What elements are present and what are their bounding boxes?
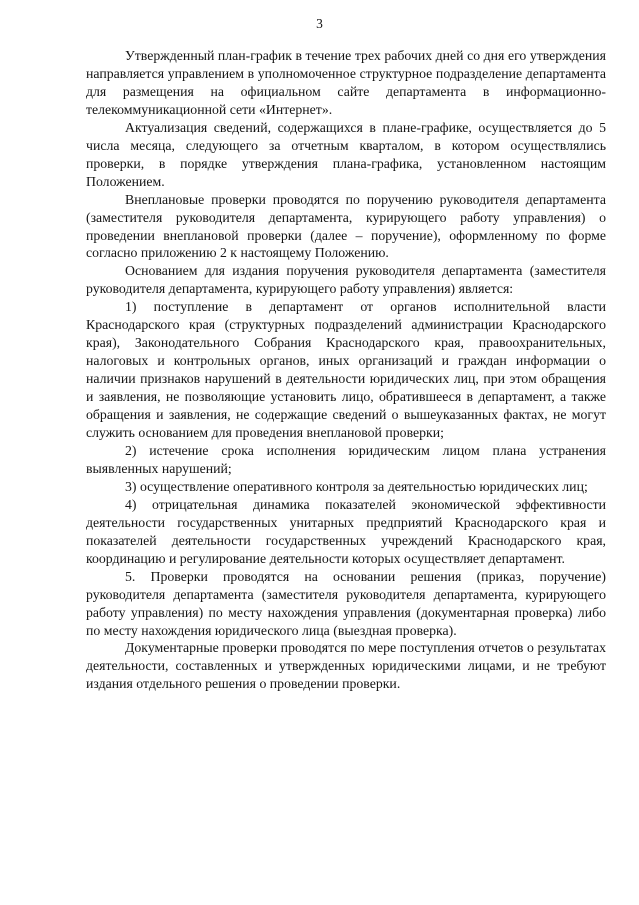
list-item-ground-1: 1) поступление в департамент от органов исполнительной власти Краснодарского края (структурных подразделений администрации Краснодарского края), Законодательного Собрания Краснодарского края, правоохранительных, налоговых и контрольных органов, иных организаций и граждан информации о наличии признаков нарушений в деятельности юридических лиц, при этом обращения и заявления, не позволяющие установить лицо, обратившееся в департамент, а также обращения и заявления, не содержащие сведений о вышеуказанных фактах, не могут служить основанием для проведения внеплановой проверки; <box>86 299 606 441</box>
document-body <box>86 47 606 693</box>
paragraph-plan-schedule-publication: Утвержденный план-график в течение трех рабочих дней со дня его утверждения направляется управлением в уполномоченное структурное подразделение департамента для размещения на официальном сайте департамента в информационно-телекоммуникационной сети «Интернет». <box>86 48 606 117</box>
list-item-ground-2: 2) истечение срока исполнения юридическим лицом плана устранения выявленных нарушений; <box>86 442 606 476</box>
paragraph-documentary-inspections: Документарные проверки проводятся по мере поступления отчетов о результатах деятельности, составленных и утвержденных юридическими лицами, и не требуют издания отдельного решения о проведении проверки. <box>86 640 606 692</box>
list-item-ground-3: 3) осуществление оперативного контроля за деятельностью юридических лиц; <box>125 478 588 494</box>
paragraph-unscheduled-inspections: Внеплановые проверки проводятся по поручению руководителя департамента (заместителя руководителя департамента, курирующего работу управления) о проведении внеплановой проверки (далее – поручение), оформленному по форме согласно приложению 2 к настоящему Положению. <box>86 191 606 261</box>
paragraph-section-5: 5. Проверки проводятся на основании решения (приказ, поручение) руководителя департамента (заместителя руководителя департамента, курирующего работу управления) по месту нахождения управления (документарная проверка) либо по месту нахождения юридического лица (выездная проверка). <box>86 568 606 638</box>
list-item-ground-4: 4) отрицательная динамика показателей экономической эффективности деятельности государственных унитарных предприятий Краснодарского края и показателей деятельности государственных учреждений Краснодарского края, координацию и регулирование деятельности которых осуществляет департамент. <box>86 496 606 566</box>
page-number: 3 <box>316 16 323 31</box>
paragraph-grounds-intro: Основанием для издания поручения руководителя департамента (заместителя руководителя департамента, курирующего работу управления) является: <box>86 263 606 297</box>
paragraph-plan-schedule-update: Актуализация сведений, содержащихся в плане-графике, осуществляется до 5 числа месяца, следующего за отчетным кварталом, в котором осуществлялись проверки, в порядке утверждения плана-графика, установленном настоящим Положением. <box>86 119 606 189</box>
